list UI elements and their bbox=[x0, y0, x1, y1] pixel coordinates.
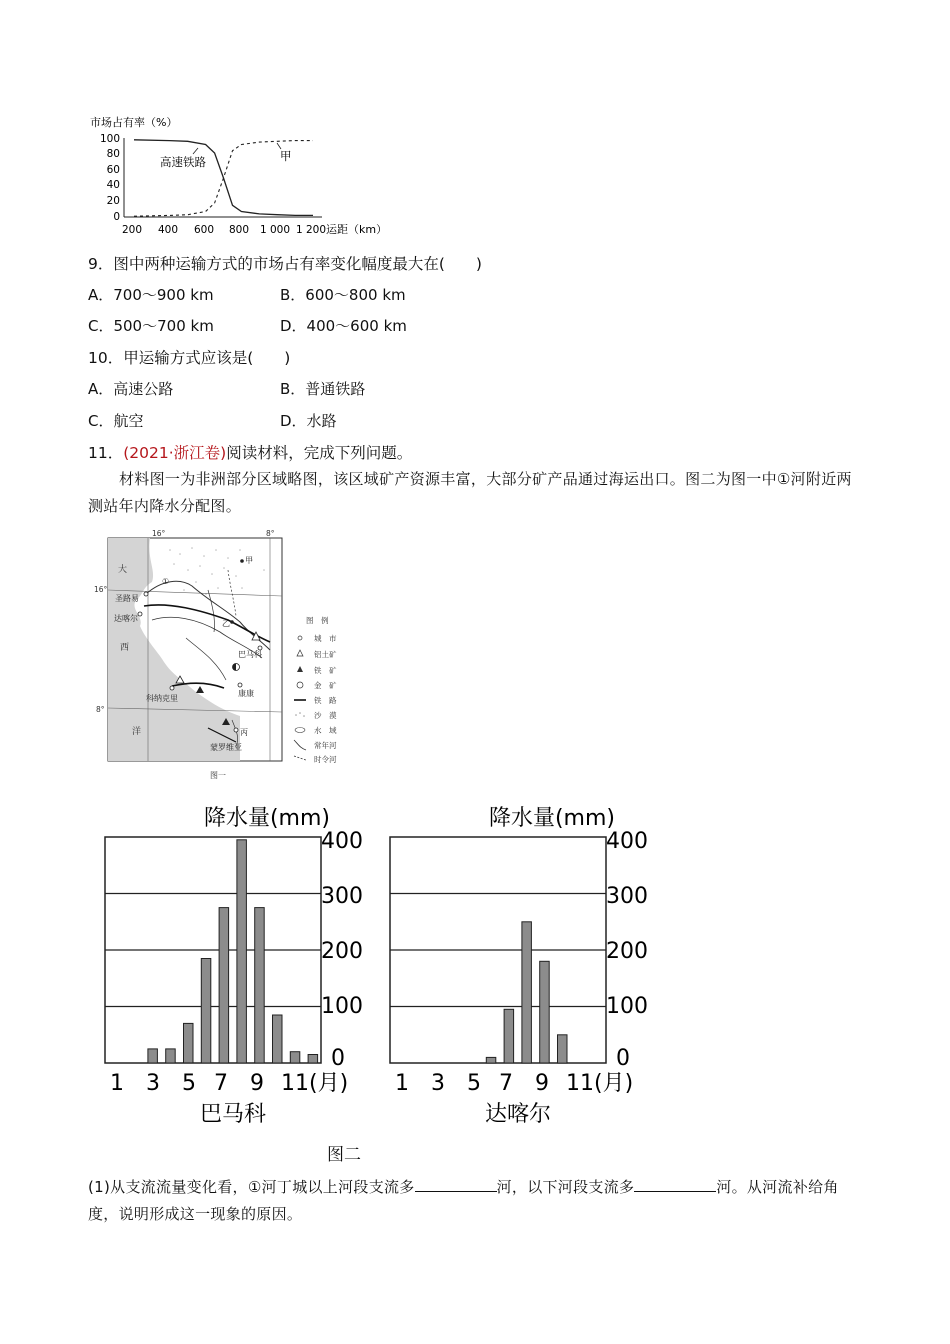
map-label-river: ① bbox=[162, 577, 170, 586]
q9-option-c[interactable]: C．500～700 km bbox=[88, 317, 214, 335]
q11-heading bbox=[88, 441, 412, 463]
chart1-y-axis-label: 市场占有率（%） bbox=[90, 116, 178, 129]
bar2-ylabel: 降水量(mm) bbox=[488, 806, 615, 831]
bamako-bar-month-6 bbox=[201, 959, 211, 1064]
bar2-xtick: 3 bbox=[431, 1071, 445, 1096]
ocean-char-1: 大 bbox=[118, 565, 128, 575]
bamako-bar-month-5 bbox=[184, 1023, 194, 1063]
dakar-bar-month-9 bbox=[540, 961, 550, 1063]
bar2-ytick: 400 bbox=[606, 829, 648, 854]
q10-stem: 10．甲运输方式应该是( ) bbox=[88, 349, 291, 367]
chart1-ytick: 100 bbox=[99, 133, 120, 145]
legend-bauxite-symbol bbox=[297, 650, 303, 656]
q10-option-d[interactable]: D．水路 bbox=[280, 412, 337, 430]
chart1-rail-label: 高速铁路 bbox=[160, 155, 206, 169]
q9-stem: 9．图中两种运输方式的市场占有率变化幅度最大在( ) bbox=[88, 255, 482, 273]
map-label-monrovia: 蒙罗维亚 bbox=[210, 743, 242, 752]
bamako-bar-month-7 bbox=[219, 908, 229, 1063]
chart1-xtick: 400 bbox=[157, 224, 179, 236]
map-lon-8: 8° bbox=[266, 529, 275, 538]
legend-title: 图 例 bbox=[306, 616, 329, 625]
map-lon-16: 16° bbox=[152, 529, 166, 538]
chart1-xtick: 600 bbox=[193, 224, 215, 236]
bar1-ytick: 0 bbox=[331, 1046, 345, 1071]
city-kankan bbox=[238, 683, 242, 687]
bar2-xtick: 11 bbox=[566, 1071, 594, 1096]
chart1-ytick: 80 bbox=[106, 148, 120, 160]
bar2-xticks bbox=[395, 1071, 594, 1096]
bar1-xtick: 5 bbox=[182, 1071, 196, 1096]
legend-item: 常年河 bbox=[314, 741, 337, 750]
ocean-char-3: 洋 bbox=[132, 727, 142, 737]
q11-sub1-text-c: 河。从河流补给角度，说明形成这一现象的原因。 bbox=[88, 1178, 839, 1223]
bamako-bar-month-9 bbox=[255, 908, 265, 1063]
bamako-bar-month-11 bbox=[290, 1052, 300, 1063]
market-share-chart bbox=[80, 108, 400, 243]
q11-source: (2021·浙江卷) bbox=[123, 444, 227, 462]
dakar-bar-month-8 bbox=[522, 922, 532, 1063]
chart1-xtick: 1 000 bbox=[259, 224, 291, 236]
q10-option-b[interactable]: B．普通铁路 bbox=[280, 380, 366, 398]
rail-label-leader bbox=[193, 148, 198, 154]
map-label-yi: 乙 bbox=[222, 619, 230, 628]
jia-label-leader bbox=[277, 143, 281, 149]
city-yi-dot bbox=[230, 620, 234, 624]
bamako-bar-month-4 bbox=[166, 1049, 176, 1063]
bar2-yticks bbox=[606, 829, 648, 1071]
bar2-xtick: 1 bbox=[395, 1071, 409, 1096]
city-conakry bbox=[170, 686, 174, 690]
bar1-ylabel: 降水量(mm) bbox=[203, 806, 330, 831]
chart1-ytick: 40 bbox=[106, 179, 120, 191]
city-saint-louis bbox=[144, 592, 148, 596]
q11-stem: 阅读材料，完成下列问题。 bbox=[226, 444, 413, 462]
dakar-bar-month-10 bbox=[558, 1035, 568, 1063]
dakar-bar-month-6 bbox=[486, 1057, 496, 1063]
legend-item: 金 矿 bbox=[314, 681, 337, 690]
map-legend bbox=[294, 615, 337, 764]
chart1-xtick: 200 bbox=[121, 224, 143, 236]
bar2-ytick: 0 bbox=[616, 1046, 630, 1071]
fig2-caption: 图二 bbox=[327, 1145, 361, 1165]
q10-option-a[interactable]: A．高速公路 bbox=[88, 380, 174, 398]
bar2-xlabel: (月) bbox=[594, 1071, 634, 1096]
chart1-xtick: 800 bbox=[228, 224, 250, 236]
dakar-bar-month-7 bbox=[504, 1009, 513, 1063]
map-label-kankan: 康康 bbox=[238, 689, 254, 698]
legend-seasonal-river-symbol bbox=[294, 756, 306, 760]
city-jia-dot bbox=[240, 559, 244, 563]
legend-item: 铁 矿 bbox=[314, 666, 337, 675]
q10-option-c[interactable]: C．航空 bbox=[88, 412, 144, 430]
map-lat-16: 16° bbox=[94, 585, 108, 594]
legend-item: 城 市 bbox=[314, 634, 337, 643]
legend-perennial-river-symbol bbox=[294, 740, 306, 750]
bar1-xtick: 7 bbox=[214, 1071, 228, 1096]
bamako-bar-month-12 bbox=[308, 1055, 318, 1064]
bar2-ytick: 100 bbox=[606, 994, 648, 1019]
answer-blank-2[interactable] bbox=[634, 1177, 716, 1192]
bar2-ytick: 300 bbox=[606, 884, 648, 909]
africa-region-map bbox=[94, 529, 350, 780]
legend-city-symbol bbox=[298, 636, 302, 640]
answer-blank-1[interactable] bbox=[415, 1177, 497, 1192]
q9-option-d[interactable]: D．400～600 km bbox=[280, 317, 407, 335]
bar1-xtick: 11 bbox=[281, 1071, 309, 1096]
q11-number: 11． bbox=[88, 444, 124, 462]
chart1-ytick: 0 bbox=[113, 211, 120, 223]
bar1-xlabel: (月) bbox=[309, 1071, 349, 1096]
q9-option-b[interactable]: B．600～800 km bbox=[280, 286, 406, 304]
bar1-ytick: 300 bbox=[321, 884, 363, 909]
city-dakar bbox=[138, 612, 142, 616]
bar1-xticks bbox=[110, 1071, 309, 1096]
bamako-bar-month-3 bbox=[148, 1049, 158, 1063]
map-label-conakry: 科纳克里 bbox=[146, 694, 178, 703]
ocean-char-2: 西 bbox=[120, 643, 130, 653]
bar1-yticks bbox=[321, 829, 363, 1071]
fig1-caption: 图一 bbox=[210, 771, 226, 780]
bar1-xtick: 1 bbox=[110, 1071, 124, 1096]
dakar-precipitation-chart bbox=[380, 797, 655, 1127]
q11-sub1 bbox=[88, 1174, 860, 1228]
map-label-bamako: 巴马科 bbox=[238, 650, 262, 659]
chart1-x-axis-label: 运距（km） bbox=[326, 223, 388, 236]
bar1-ytick: 400 bbox=[321, 829, 363, 854]
legend-item: 铝土矿 bbox=[314, 650, 337, 659]
map-label-jia: 甲 bbox=[245, 556, 253, 565]
q11-material: 材料图一为非洲部分区域略图，该区域矿产资源丰富，大部分矿产品通过海运出口。图二为图一中①河附近两测站年内降水分配图。 bbox=[88, 470, 852, 515]
map-lat-8: 8° bbox=[96, 705, 105, 714]
city-bing bbox=[234, 728, 238, 732]
bamako-bar-month-10 bbox=[273, 1015, 283, 1063]
bar1-xtick: 3 bbox=[146, 1071, 160, 1096]
map-label-dakar: 达喀尔 bbox=[114, 614, 138, 623]
bar2-title: 达喀尔 bbox=[484, 1102, 552, 1127]
bar1-ytick: 100 bbox=[321, 994, 363, 1019]
chart1-jia-label: 甲 bbox=[280, 149, 292, 163]
legend-item: 时令河 bbox=[314, 755, 337, 764]
legend-item: 铁 路 bbox=[314, 696, 337, 705]
bar2-xtick: 7 bbox=[499, 1071, 513, 1096]
legend-iron-symbol bbox=[297, 666, 303, 672]
bamako-precipitation-chart bbox=[95, 797, 370, 1127]
q11-sub1-text-b: 河，以下河段支流多 bbox=[496, 1178, 635, 1196]
chart1-xtick: 1 200 bbox=[295, 224, 327, 236]
legend-item: 沙 漠 bbox=[314, 711, 337, 720]
bar2-xtick: 5 bbox=[467, 1071, 481, 1096]
q9-option-a[interactable]: A．700～900 km bbox=[88, 286, 214, 304]
bar1-xtick: 9 bbox=[250, 1071, 264, 1096]
bar2-ytick: 200 bbox=[606, 939, 648, 964]
bamako-bar-month-8 bbox=[237, 840, 247, 1063]
bar1-ytick: 200 bbox=[321, 939, 363, 964]
q11-sub1-text-a: (1)从支流流量变化看，①河丁城以上河段支流多 bbox=[88, 1178, 415, 1196]
map-label-bing: 丙 bbox=[240, 728, 248, 737]
legend-item: 水 域 bbox=[314, 726, 337, 735]
map-label-saint-louis: 圣路易 bbox=[115, 594, 139, 603]
bar1-title: 巴马科 bbox=[199, 1102, 267, 1127]
chart1-ytick: 60 bbox=[106, 164, 120, 176]
chart1-ytick: 20 bbox=[106, 195, 120, 207]
legend-gold-symbol bbox=[297, 682, 303, 688]
legend-water-symbol bbox=[295, 728, 305, 733]
bar2-xtick: 9 bbox=[535, 1071, 549, 1096]
